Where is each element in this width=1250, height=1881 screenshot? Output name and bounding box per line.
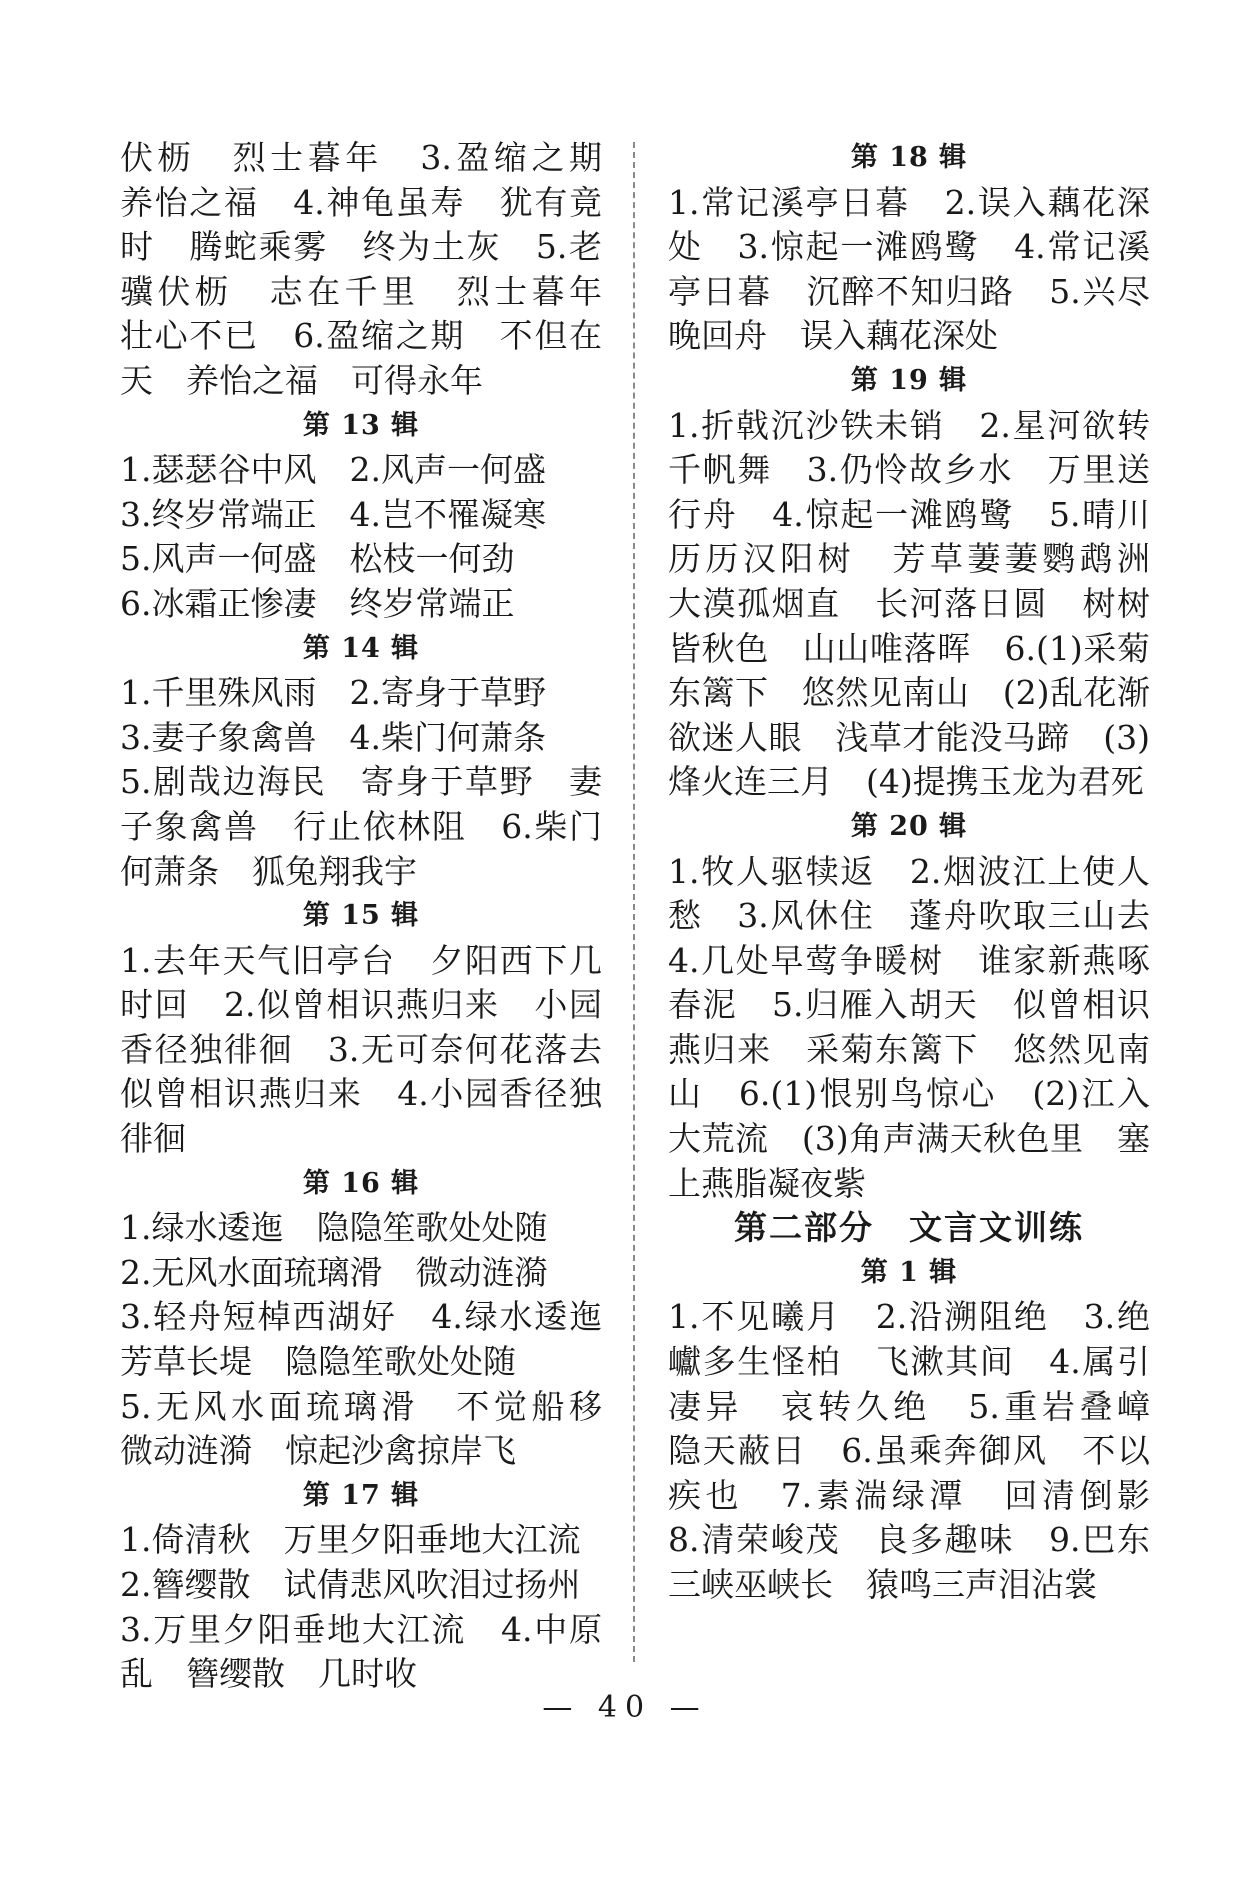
answer-text: 1.千里殊风雨 2.寄身于草野 [120, 673, 546, 713]
part-heading: 第二部分 文言文训练 [734, 1208, 1084, 1248]
left-column [120, 136, 635, 1697]
answer-text: 6.冰霜正惨凄 终岁常端正 [120, 583, 515, 623]
answer-text: 1.瑟瑟谷中风 2.风声一何盛 [120, 450, 546, 490]
answer-text: 1.去年天气旧亭台 夕阳西下几时回 2.似曾相识燕归来 小园香径独徘徊 3.无可奈何花落去 似曾相识燕归来 4.小园香径独徘徊 [120, 940, 635, 1159]
section-heading: 第 19 辑 [850, 364, 968, 396]
section-heading: 第 1 辑 [860, 1256, 958, 1288]
answer-text: 3.万里夕阳垂地大江流 4.中原乱 簪缨散 几时收 [120, 1609, 602, 1694]
section-heading: 第 14 辑 [302, 632, 420, 664]
answer-text: 3.终岁常端正 4.岂不罹凝寒 [120, 494, 546, 534]
answer-text: 3.妻子象禽兽 4.柴门何萧条 [120, 717, 546, 757]
answer-text: 1.折戟沉沙铁未销 2.星河欲转千帆舞 3.仍怜故乡水 万里送行舟 4.惊起一滩鸥鹭 5.晴川历历汉阳树 芳草萋萋鹦鹉洲 大漠孤烟直 长河落日圆 树树皆秋色 山山唯落晖 6.(1)采菊东篱下 悠然见南山 (2)乱花渐欲迷人眼 浅草才能没马蹄 (3)烽火连三月 (4)提携玉龙为君死 [668, 405, 1183, 802]
answer-text: 5.无风水面琉璃滑 不觉船移 微动涟漪 惊起沙禽掠岸飞 [120, 1386, 635, 1471]
section-heading: 第 18 辑 [850, 142, 968, 173]
answer-text: 1.牧人驱犊返 2.烟波江上使人愁 3.风休住 蓬舟吹取三山去 4.几处早莺争暖树 谁家新燕啄春泥 5.归雁入胡天 似曾相识燕归来 采菊东篱下 悠然见南山 6.(1)恨别鸟惊心 (2)江入大荒流 (3)角声满天秋色里 塞上燕脂凝夜紫 [668, 851, 1183, 1203]
answer-text: 伏枥 烈士暮年 3.盈缩之期 养怡之福 4.神龟虽寿 犹有竟时 腾蛇乘雾 终为土灰 5.老骥伏枥 志在千里 烈士暮年 壮心不已 6.盈缩之期 不但在天 养怡之福 可得永年 [120, 138, 635, 400]
section-heading: 第 20 辑 [850, 810, 968, 842]
column-divider [633, 142, 635, 1662]
answer-text: 3.轻舟短棹西湖好 4.绿水逶迤 芳草长堤 隐隐笙歌处处随 [120, 1297, 635, 1382]
section-heading: 第 15 辑 [302, 900, 420, 932]
answer-text: 2.无风水面琉璃滑 微动涟漪 [120, 1252, 548, 1292]
answer-text: 1.绿水逶迤 隐隐笙歌处处随 [120, 1208, 548, 1248]
answer-text: 2.簪缨散 试倩悲风吹泪过扬州 [120, 1565, 581, 1604]
page-number: — 40 — [542, 1690, 708, 1725]
answer-text: 1.倚清秋 万里夕阳垂地大江流 [120, 1520, 581, 1560]
section-heading: 第 13 辑 [302, 409, 420, 441]
answer-text: 5.剧哉边海民 寄身于草野 妻子象禽兽 行止依林阻 6.柴门何萧条 狐兔翔我宇 [120, 762, 602, 891]
answer-text: 5.风声一何盛 松枝一何劲 [120, 539, 515, 579]
right-column [668, 136, 1183, 1608]
answer-text: 1.常记溪亭日暮 2.误入藕花深处 3.惊起一滩鸥鹭 4.常记溪亭日暮 沉醉不知归路 5.兴尽晚回舟 误入藕花深处 [668, 182, 1150, 356]
section-heading: 第 16 辑 [302, 1167, 420, 1199]
answer-text: 1.不见曦月 2.沿溯阻绝 3.绝巘多生怪柏 飞漱其间 4.属引凄异 哀转久绝 5.重岩叠嶂 隐天蔽日 6.虽乘奔御风 不以疾也 7.素湍绿潭 回清倒影 8.清荣峻茂 良多趣味 9.巴东三峡巫峡长 猿鸣三声泪沾裳 [668, 1297, 1183, 1604]
section-heading: 第 17 辑 [302, 1479, 420, 1511]
